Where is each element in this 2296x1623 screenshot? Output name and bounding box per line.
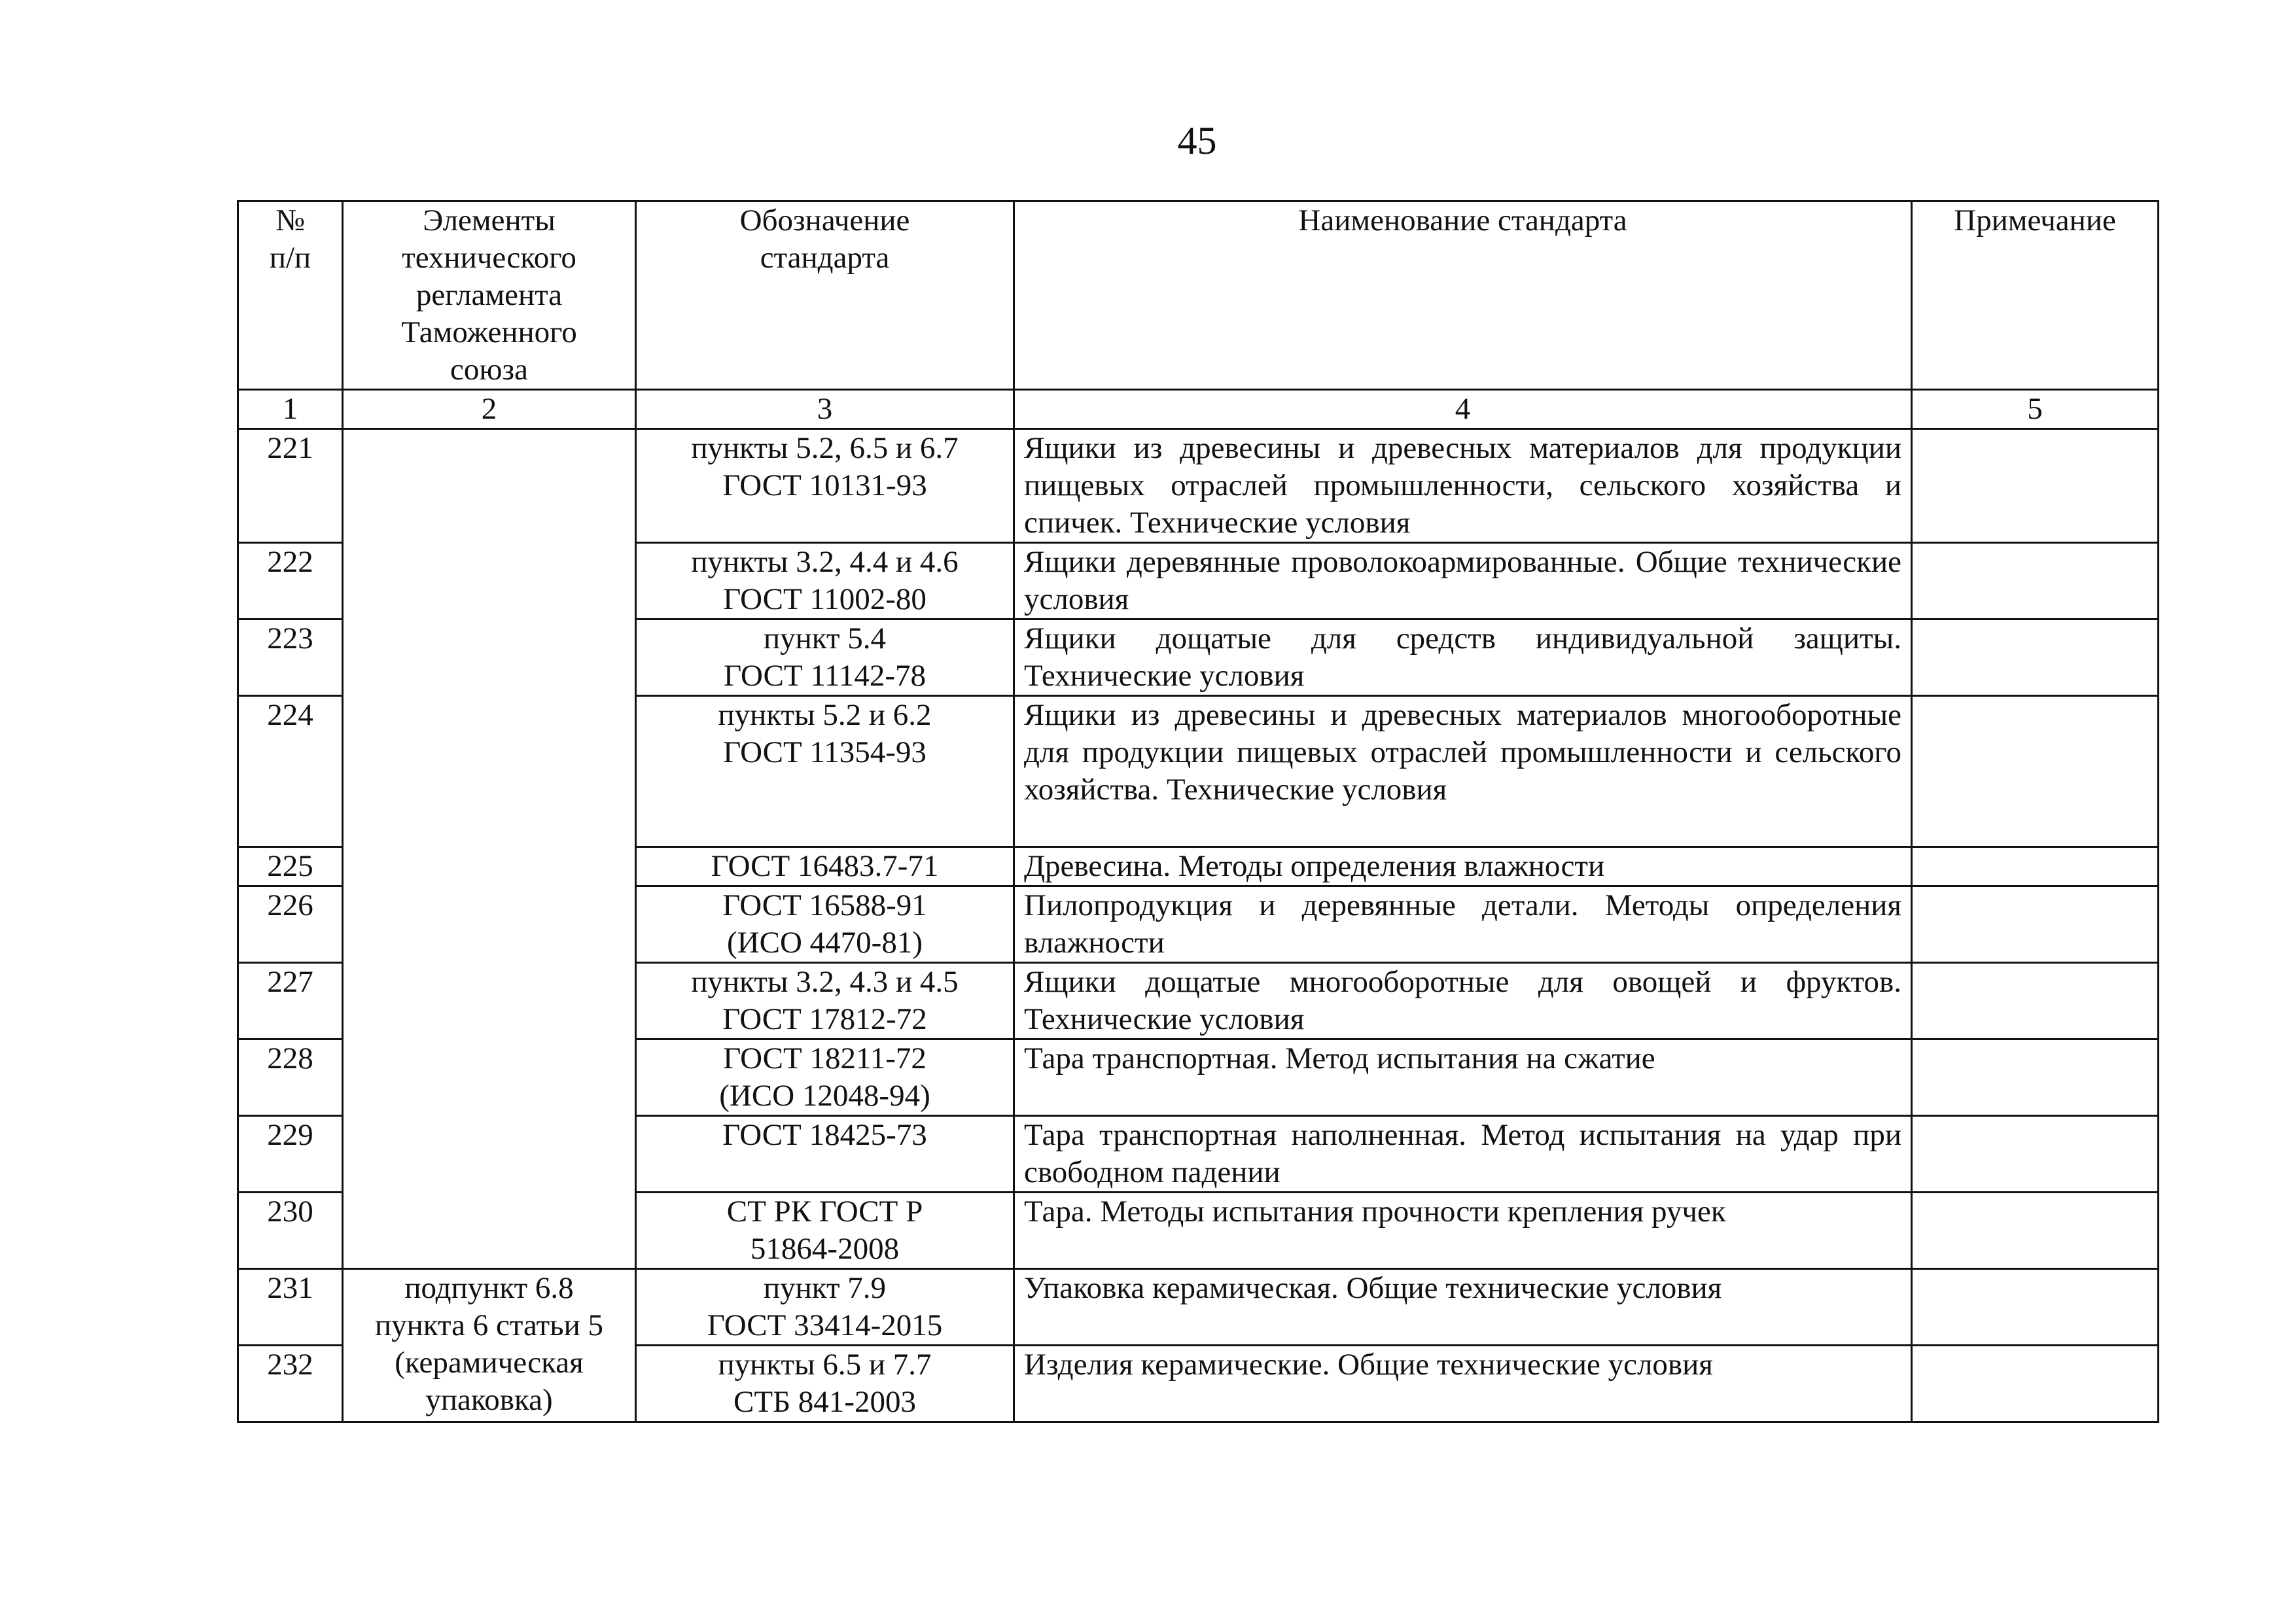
standard-code: СТ РК ГОСТ Р 51864-2008 — [636, 1193, 1014, 1269]
standard-code: ГОСТ 16588-91 (ИСО 4470-81) — [636, 886, 1014, 963]
column-index: 3 — [636, 390, 1014, 429]
header-elements: Элементы технического регламента Таможенного союза — [343, 201, 636, 390]
column-index-row — [238, 390, 2159, 429]
elements-cell-empty — [343, 429, 636, 1269]
row-number: 223 — [238, 620, 343, 696]
standard-name: Древесина. Методы определения влажности — [1014, 847, 1912, 886]
row-number: 221 — [238, 429, 343, 543]
standard-name: Ящики дощатые для средств индивидуальной защиты. Технические условия — [1014, 620, 1912, 696]
standard-code: пункты 3.2, 4.4 и 4.6 ГОСТ 11002-80 — [636, 543, 1014, 620]
standard-code: пункты 5.2, 6.5 и 6.7 ГОСТ 10131-93 — [636, 429, 1014, 543]
table-row — [238, 429, 2159, 543]
note-cell — [1912, 429, 2159, 543]
note-cell — [1912, 1193, 2159, 1269]
row-number: 232 — [238, 1346, 343, 1422]
standards-table — [237, 200, 2159, 1423]
note-cell — [1912, 1269, 2159, 1346]
note-cell — [1912, 543, 2159, 620]
row-number: 225 — [238, 847, 343, 886]
row-number: 230 — [238, 1193, 343, 1269]
table-row — [238, 1269, 2159, 1346]
standard-code: пункт 5.4 ГОСТ 11142-78 — [636, 620, 1014, 696]
elements-group-label: подпункт 6.8 пункта 6 статьи 5 (керамическая упаковка) — [343, 1269, 636, 1422]
standard-name: Пилопродукция и деревянные детали. Методы определения влажности — [1014, 886, 1912, 963]
note-cell — [1912, 1039, 2159, 1116]
note-cell — [1912, 847, 2159, 886]
standard-name: Изделия керамические. Общие технические условия — [1014, 1346, 1912, 1422]
note-cell — [1912, 620, 2159, 696]
header-row — [238, 201, 2159, 390]
standard-name: Ящики дощатые многооборотные для овощей и фруктов. Технические условия — [1014, 963, 1912, 1039]
note-cell — [1912, 1116, 2159, 1193]
row-number: 231 — [238, 1269, 343, 1346]
row-number: 229 — [238, 1116, 343, 1193]
header-name: Наименование стандарта — [1014, 201, 1912, 390]
note-cell — [1912, 886, 2159, 963]
standard-code: пункты 6.5 и 7.7 СТБ 841-2003 — [636, 1346, 1014, 1422]
header-num: № п/п — [238, 201, 343, 390]
standard-name: Тара транспортная. Метод испытания на сжатие — [1014, 1039, 1912, 1116]
header-note: Примечание — [1912, 201, 2159, 390]
row-number: 227 — [238, 963, 343, 1039]
standard-code: пункты 5.2 и 6.2 ГОСТ 11354-93 — [636, 696, 1014, 847]
standard-code: ГОСТ 16483.7-71 — [636, 847, 1014, 886]
standard-name: Тара транспортная наполненная. Метод испытания на удар при свободном падении — [1014, 1116, 1912, 1193]
standard-name: Ящики из древесины и древесных материалов многооборотные для продукции пищевых отраслей промышленности и сельского хозяйства. Технические условия — [1014, 696, 1912, 847]
row-number: 222 — [238, 543, 343, 620]
standard-name: Ящики деревянные проволокоармированные. Общие технические условия — [1014, 543, 1912, 620]
note-cell — [1912, 963, 2159, 1039]
column-index: 2 — [343, 390, 636, 429]
note-cell — [1912, 696, 2159, 847]
standard-code: ГОСТ 18425-73 — [636, 1116, 1014, 1193]
standard-code: пункты 3.2, 4.3 и 4.5 ГОСТ 17812-72 — [636, 963, 1014, 1039]
note-cell — [1912, 1346, 2159, 1422]
page-number: 45 — [1177, 119, 1217, 162]
standard-code: пункт 7.9 ГОСТ 33414-2015 — [636, 1269, 1014, 1346]
standard-name: Ящики из древесины и древесных материалов для продукции пищевых отраслей промышленности, сельского хозяйства и спичек. Технические условия — [1014, 429, 1912, 543]
row-number: 224 — [238, 696, 343, 847]
standard-code: ГОСТ 18211-72 (ИСО 12048-94) — [636, 1039, 1014, 1116]
column-index: 5 — [1912, 390, 2159, 429]
column-index: 1 — [238, 390, 343, 429]
row-number: 226 — [238, 886, 343, 963]
standard-name: Тара. Методы испытания прочности крепления ручек — [1014, 1193, 1912, 1269]
row-number: 228 — [238, 1039, 343, 1116]
standard-name: Упаковка керамическая. Общие технические условия — [1014, 1269, 1912, 1346]
column-index: 4 — [1014, 390, 1912, 429]
header-code: Обозначение стандарта — [636, 201, 1014, 390]
